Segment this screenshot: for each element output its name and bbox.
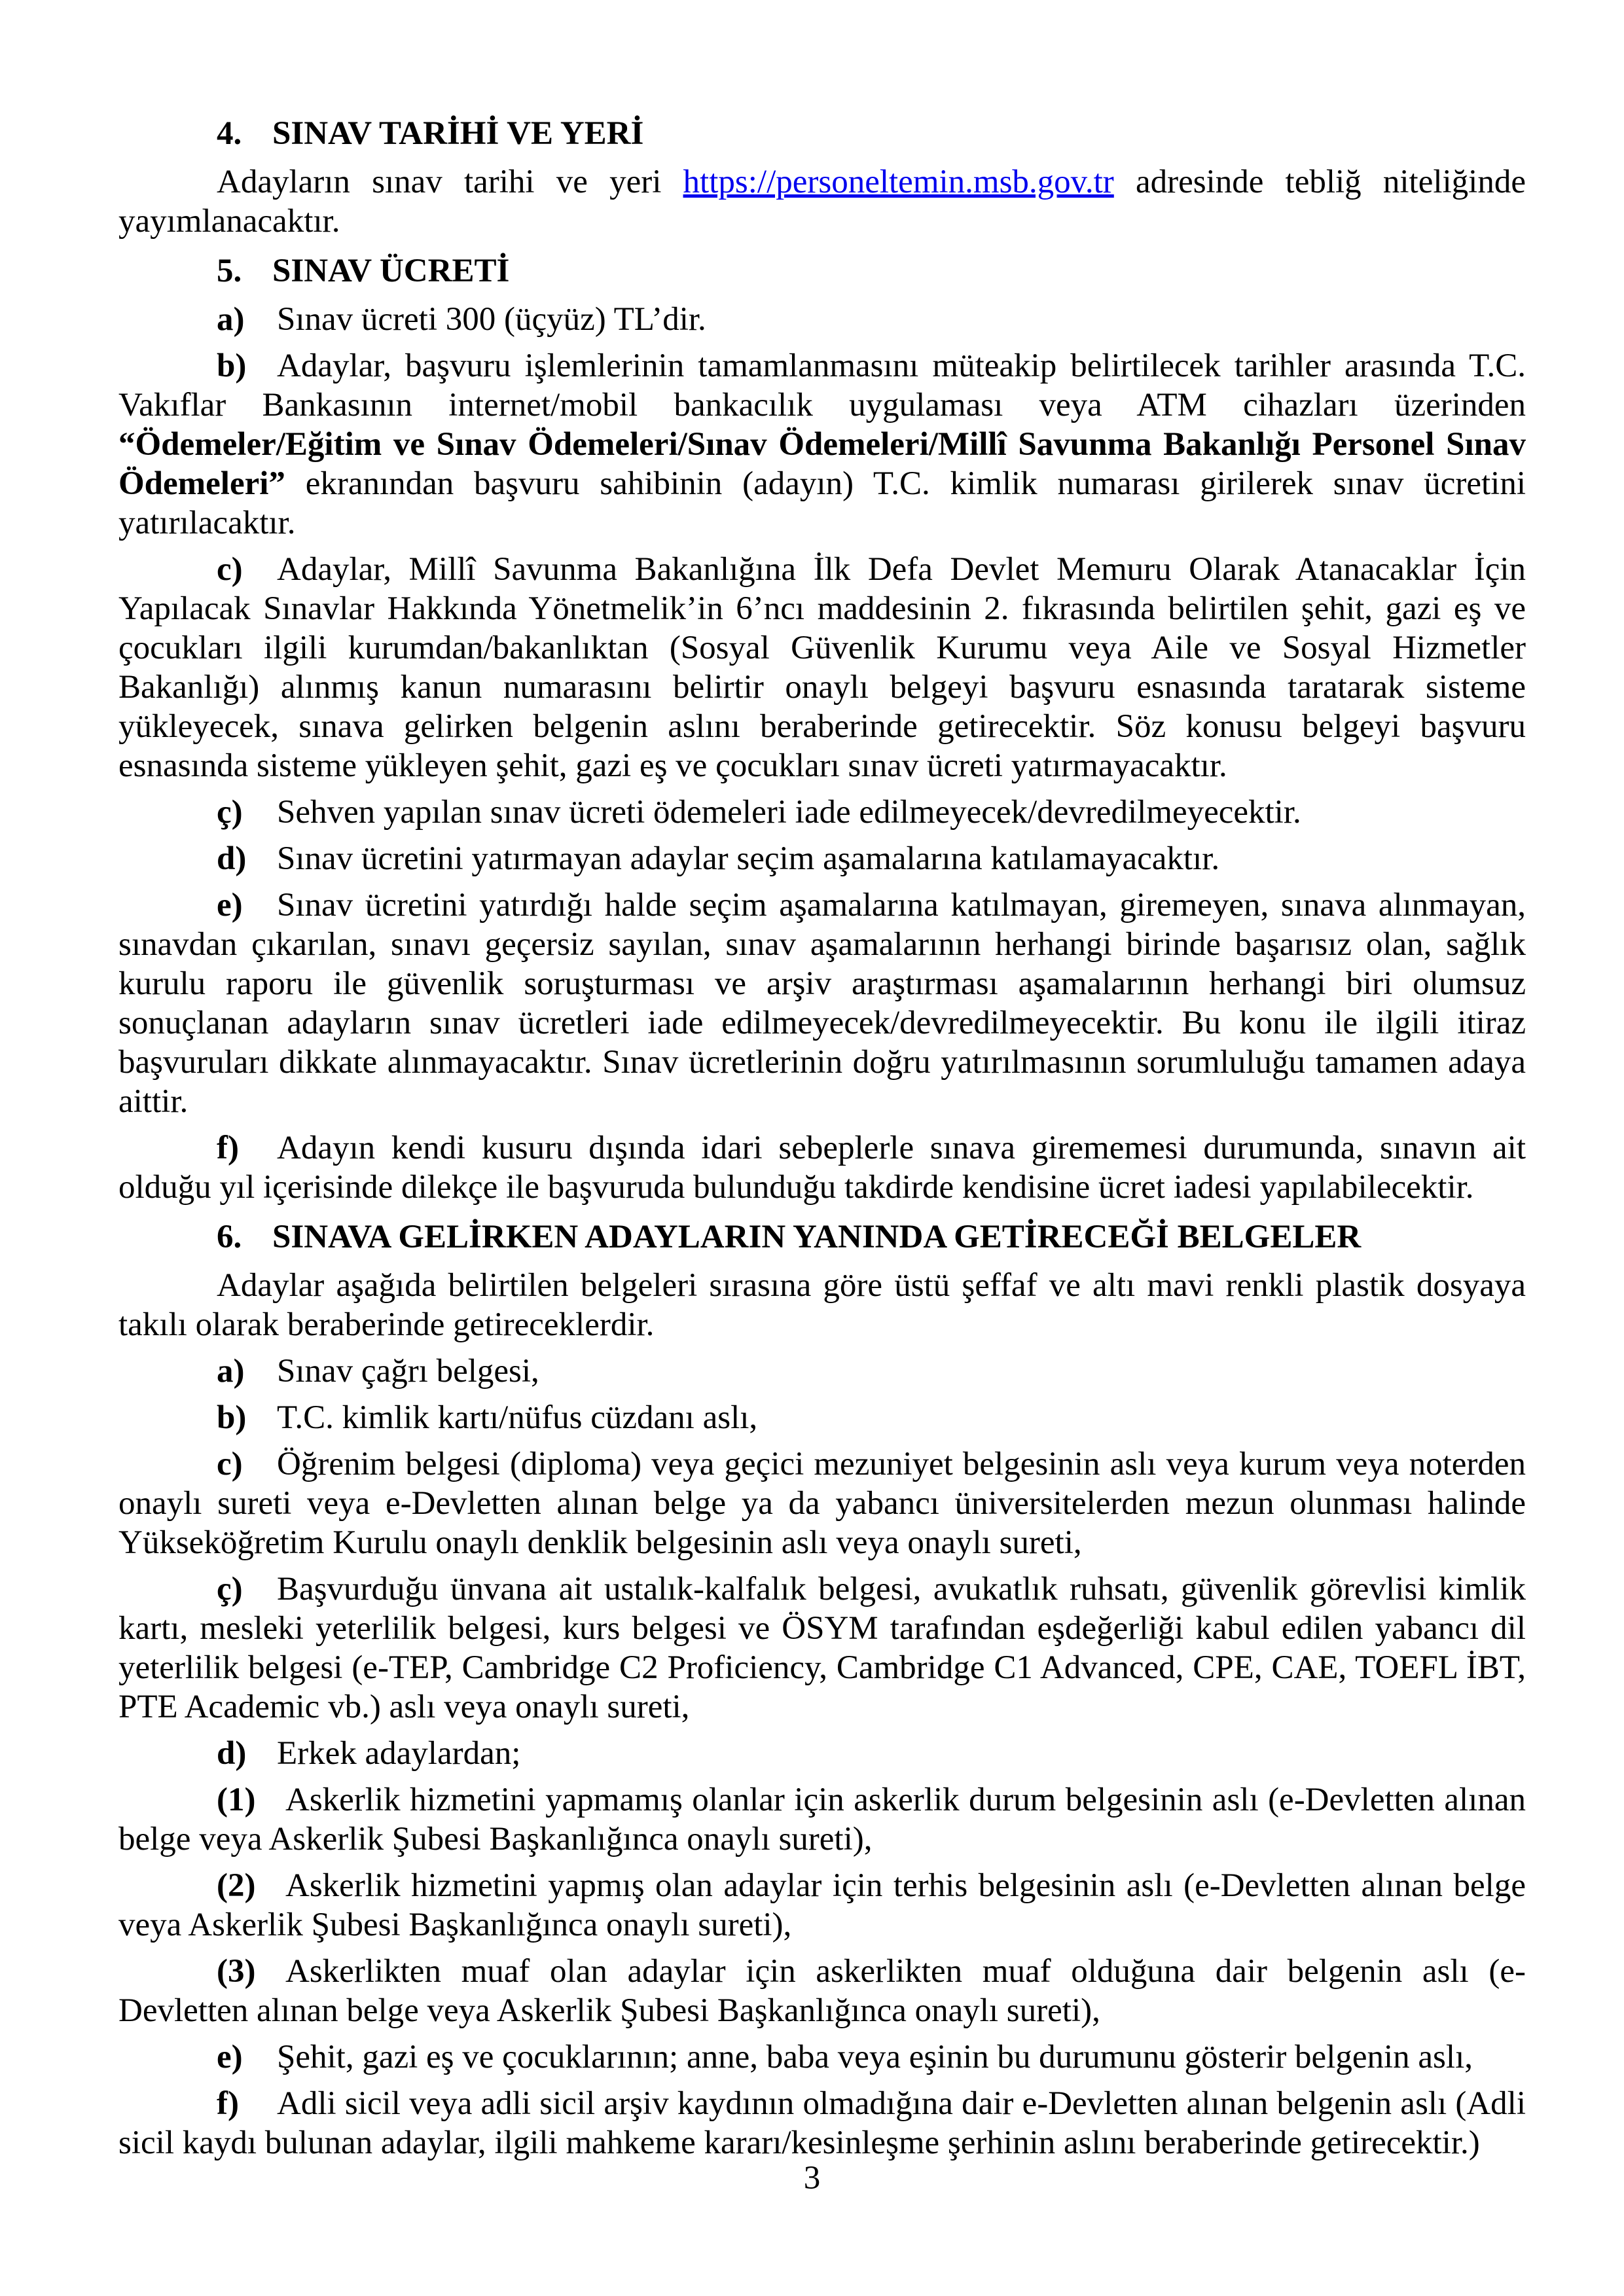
- text-run: Adaylar, başvuru işlemlerinin tamamlanmasını müteakip belirtilecek tarihler arasında T.C. Vakıflar Bankasının internet/mobil bankacılık uygulaması veya ATM cihazları üzerinden: [118, 348, 1526, 423]
- item-5-a: [118, 300, 1526, 339]
- item-6-d: [118, 1734, 1526, 1773]
- text-run: T.C. kimlik kartı/nüfus cüzdanı aslı,: [277, 1399, 758, 1436]
- item-6-e: [118, 2037, 1526, 2077]
- item-6-c: [118, 1444, 1526, 1562]
- text-run: Başvurduğu ünvana ait ustalık-kalfalık belgesi, avukatlık ruhsatı, güvenlik görevlisi kimlik kartı, mesleki yeterlilik belgesi, kurs belgesi ve ÖSYM tarafından eşdeğerliği kabul edilen yabancı dil yeterlilik belgesi (e-TEP, Cambridge C2 Proficiency, Cambridge C1 Advanced, CPE, CAE, TOEFL İBT, PTE Academic vb.) aslı veya onaylı sureti,: [118, 1571, 1526, 1725]
- section-4-intro-para: [118, 162, 1526, 241]
- item-marker: c): [217, 551, 243, 588]
- section-number: 5.: [217, 253, 242, 289]
- item-text: [118, 1867, 1526, 1943]
- item-text: [277, 794, 1301, 831]
- item-marker: a): [217, 1353, 245, 1390]
- item-marker: e): [217, 887, 243, 924]
- item-6-d-1: [118, 1780, 1526, 1859]
- text-run: Adayların sınav tarihi ve yeri: [217, 164, 683, 200]
- subitem-marker: (3): [217, 1953, 256, 1990]
- item-marker: d): [217, 840, 247, 877]
- item-marker: f): [217, 2085, 239, 2122]
- text-run: Askerlik hizmetini yapmış olan adaylar için terhis belgesinin aslı (e-Devletten alınan belge veya Askerlik Şubesi Başkanlığınca onaylı sureti),: [118, 1867, 1526, 1943]
- section-heading-5: [118, 251, 1526, 291]
- item-text: [277, 1735, 520, 1772]
- item-text: [277, 1399, 757, 1436]
- text-run: Erkek adaylardan;: [277, 1735, 521, 1772]
- item-6-d-2: [118, 1866, 1526, 1945]
- section-6-intro-para: [118, 1266, 1526, 1344]
- item-5-b: [118, 346, 1526, 543]
- text-run: Sehven yapılan sınav ücreti ödemeleri iade edilmeyecek/devredilmeyecektir.: [277, 794, 1301, 831]
- item-marker: b): [217, 348, 247, 384]
- item-6-a: [118, 1352, 1526, 1391]
- paragraph-text: [118, 1267, 1526, 1343]
- text-run: Adaylar aşağıda belirtilen belgeleri sırasına göre üstü şeffaf ve altı mavi renkli plastik dosyaya takılı olarak beraberinde getireceklerdir.: [118, 1267, 1526, 1343]
- section-title: SINAV TARİHİ VE YERİ: [272, 115, 644, 152]
- item-6-b: [118, 1398, 1526, 1437]
- exam-portal-link[interactable]: https://personeltemin.msb.gov.tr: [683, 164, 1114, 200]
- bold-run: “Ödemeler/Eğitim ve Sınav Ödemeleri/Sınav Ödemeleri/Millî Savunma Bakanlığı Personel Sınav Ödemeleri”: [118, 426, 1526, 502]
- item-text: [118, 1953, 1526, 2029]
- item-marker: e): [217, 2039, 243, 2075]
- section-number: 4.: [217, 115, 242, 152]
- item-text: [118, 1130, 1526, 1206]
- item-marker: ç): [217, 1571, 243, 1607]
- text-run: adresinde tebliğ niteliğinde yayımlanacaktır.: [118, 164, 1526, 240]
- item-5-c: [118, 550, 1526, 785]
- item-text: [118, 1571, 1526, 1725]
- text-run: Şehit, gazi eş ve çocuklarının; anne, baba veya eşinin bu durumunu gösterir belgenin aslı,: [277, 2039, 1473, 2075]
- text-run: Sınav çağrı belgesi,: [277, 1353, 539, 1390]
- item-text: [118, 1446, 1526, 1561]
- item-marker: d): [217, 1735, 247, 1772]
- item-text: [118, 348, 1526, 541]
- item-text: [277, 1353, 539, 1390]
- text-run: Adli sicil veya adli sicil arşiv kaydının olmadığına dair e-Devletten alınan belgenin aslı (Adli sicil kaydı bulunan adaylar, ilgili mahkeme kararı/kesinleşme şerhinin aslını beraberinde getirecektir.): [118, 2085, 1526, 2161]
- section-heading-4: [118, 114, 1526, 153]
- item-5-cc: [118, 793, 1526, 832]
- item-text: [277, 301, 706, 338]
- item-6-f: [118, 2084, 1526, 2162]
- item-text: [277, 2039, 1473, 2075]
- item-marker: b): [217, 1399, 247, 1436]
- item-marker: a): [217, 301, 245, 338]
- item-6-cc: [118, 1570, 1526, 1727]
- subitem-marker: (2): [217, 1867, 256, 1904]
- item-text: [277, 840, 1219, 877]
- text-run: Askerlikten muaf olan adaylar için askerlikten muaf olduğuna dair belgenin aslı (e-Devletten alınan belge veya Askerlik Şubesi Başkanlığınca onaylı sureti),: [118, 1953, 1526, 2029]
- item-6-d-3: [118, 1952, 1526, 2030]
- item-5-f: [118, 1128, 1526, 1207]
- text-run: ekranından başvuru sahibinin (adayın) T.C. kimlik numarası girilerek sınav ücretini yatırılacaktır.: [118, 465, 1526, 541]
- section-title: SINAV ÜCRETİ: [272, 253, 510, 289]
- item-text: [118, 2085, 1526, 2161]
- text-run: Adaylar, Millî Savunma Bakanlığına İlk Defa Devlet Memuru Olarak Atanacaklar İçin Yapılacak Sınavlar Hakkında Yönetmelik’in 6’ncı maddesinin 2. fıkrasında belirtilen şehit, gazi eş ve çocukları ilgili kurumdan/bakanlıktan (Sosyal Güvenlik Kurumu veya Aile ve Sosyal Hizmetler Bakanlığı) alınmış kanun numarasını belirtir onaylı belgeyi başvuru esnasında taratarak sisteme yükleyecek, sınava gelirken belgenin aslını beraberinde getirecektir. Söz konusu belgeyi başvuru esnasında sisteme yükleyen şehit, gazi eş ve çocukları sınav ücreti yatırmayacaktır.: [118, 551, 1526, 784]
- item-marker: c): [217, 1446, 243, 1482]
- item-text: [118, 1782, 1526, 1857]
- page-number: 3: [803, 2160, 821, 2197]
- text-run: Sınav ücretini yatırmayan adaylar seçim aşamalarına katılamayacaktır.: [277, 840, 1220, 877]
- item-5-d: [118, 839, 1526, 878]
- text-run: Sınav ücretini yatırdığı halde seçim aşamalarına katılmayan, giremeyen, sınava alınmayan, sınavdan çıkarılan, sınavı geçersiz sayılan, sınav aşamalarının herhangi birinde başarısız olan, sağlık kurulu raporu ile güvenlik soruşturması ve arşiv araştırması aşamalarının herhangi biri olumsuz sonuçlanan adayların sınav ücretleri iade edilmeyecek/devredilmeyecektir. Bu konu ile ilgili itiraz başvuruları dikkate alınmayacaktır. Sınav ücretlerinin doğru yatırılmasının sorumluluğu tamamen adaya aittir.: [118, 887, 1526, 1120]
- item-marker: f): [217, 1130, 239, 1166]
- item-marker: ç): [217, 794, 243, 831]
- text-run: Adayın kendi kusuru dışında idari sebeplerle sınava girememesi durumunda, sınavın ait olduğu yıl içerisinde dilekçe ile başvuruda bulunduğu takdirde kendisine ücret iadesi yapılabilecektir.: [118, 1130, 1526, 1206]
- text-run: Askerlik hizmetini yapmamış olanlar için askerlik durum belgesinin aslı (e-Devletten alınan belge veya Askerlik Şubesi Başkanlığınca onaylı sureti),: [118, 1782, 1526, 1857]
- section-number: 6.: [217, 1219, 242, 1255]
- text-run: Öğrenim belgesi (diploma) veya geçici mezuniyet belgesinin aslı veya kurum veya noterden onaylı sureti veya e-Devletten alınan belge ya da yabancı üniversitelerden mezun olunması halinde Yükseköğretim Kurulu onaylı denklik belgesinin aslı veya onaylı sureti,: [118, 1446, 1526, 1561]
- section-heading-6: [118, 1217, 1526, 1257]
- item-5-e: [118, 886, 1526, 1121]
- document-body: [118, 103, 1526, 2170]
- paragraph-text: [118, 164, 1526, 240]
- section-title: SINAVA GELİRKEN ADAYLARIN YANINDA GETİRECEĞİ BELGELER: [272, 1219, 1362, 1255]
- subitem-marker: (1): [217, 1782, 256, 1818]
- item-text: [118, 887, 1526, 1120]
- item-text: [118, 551, 1526, 784]
- text-run: Sınav ücreti 300 (üçyüz) TL’dir.: [277, 301, 706, 338]
